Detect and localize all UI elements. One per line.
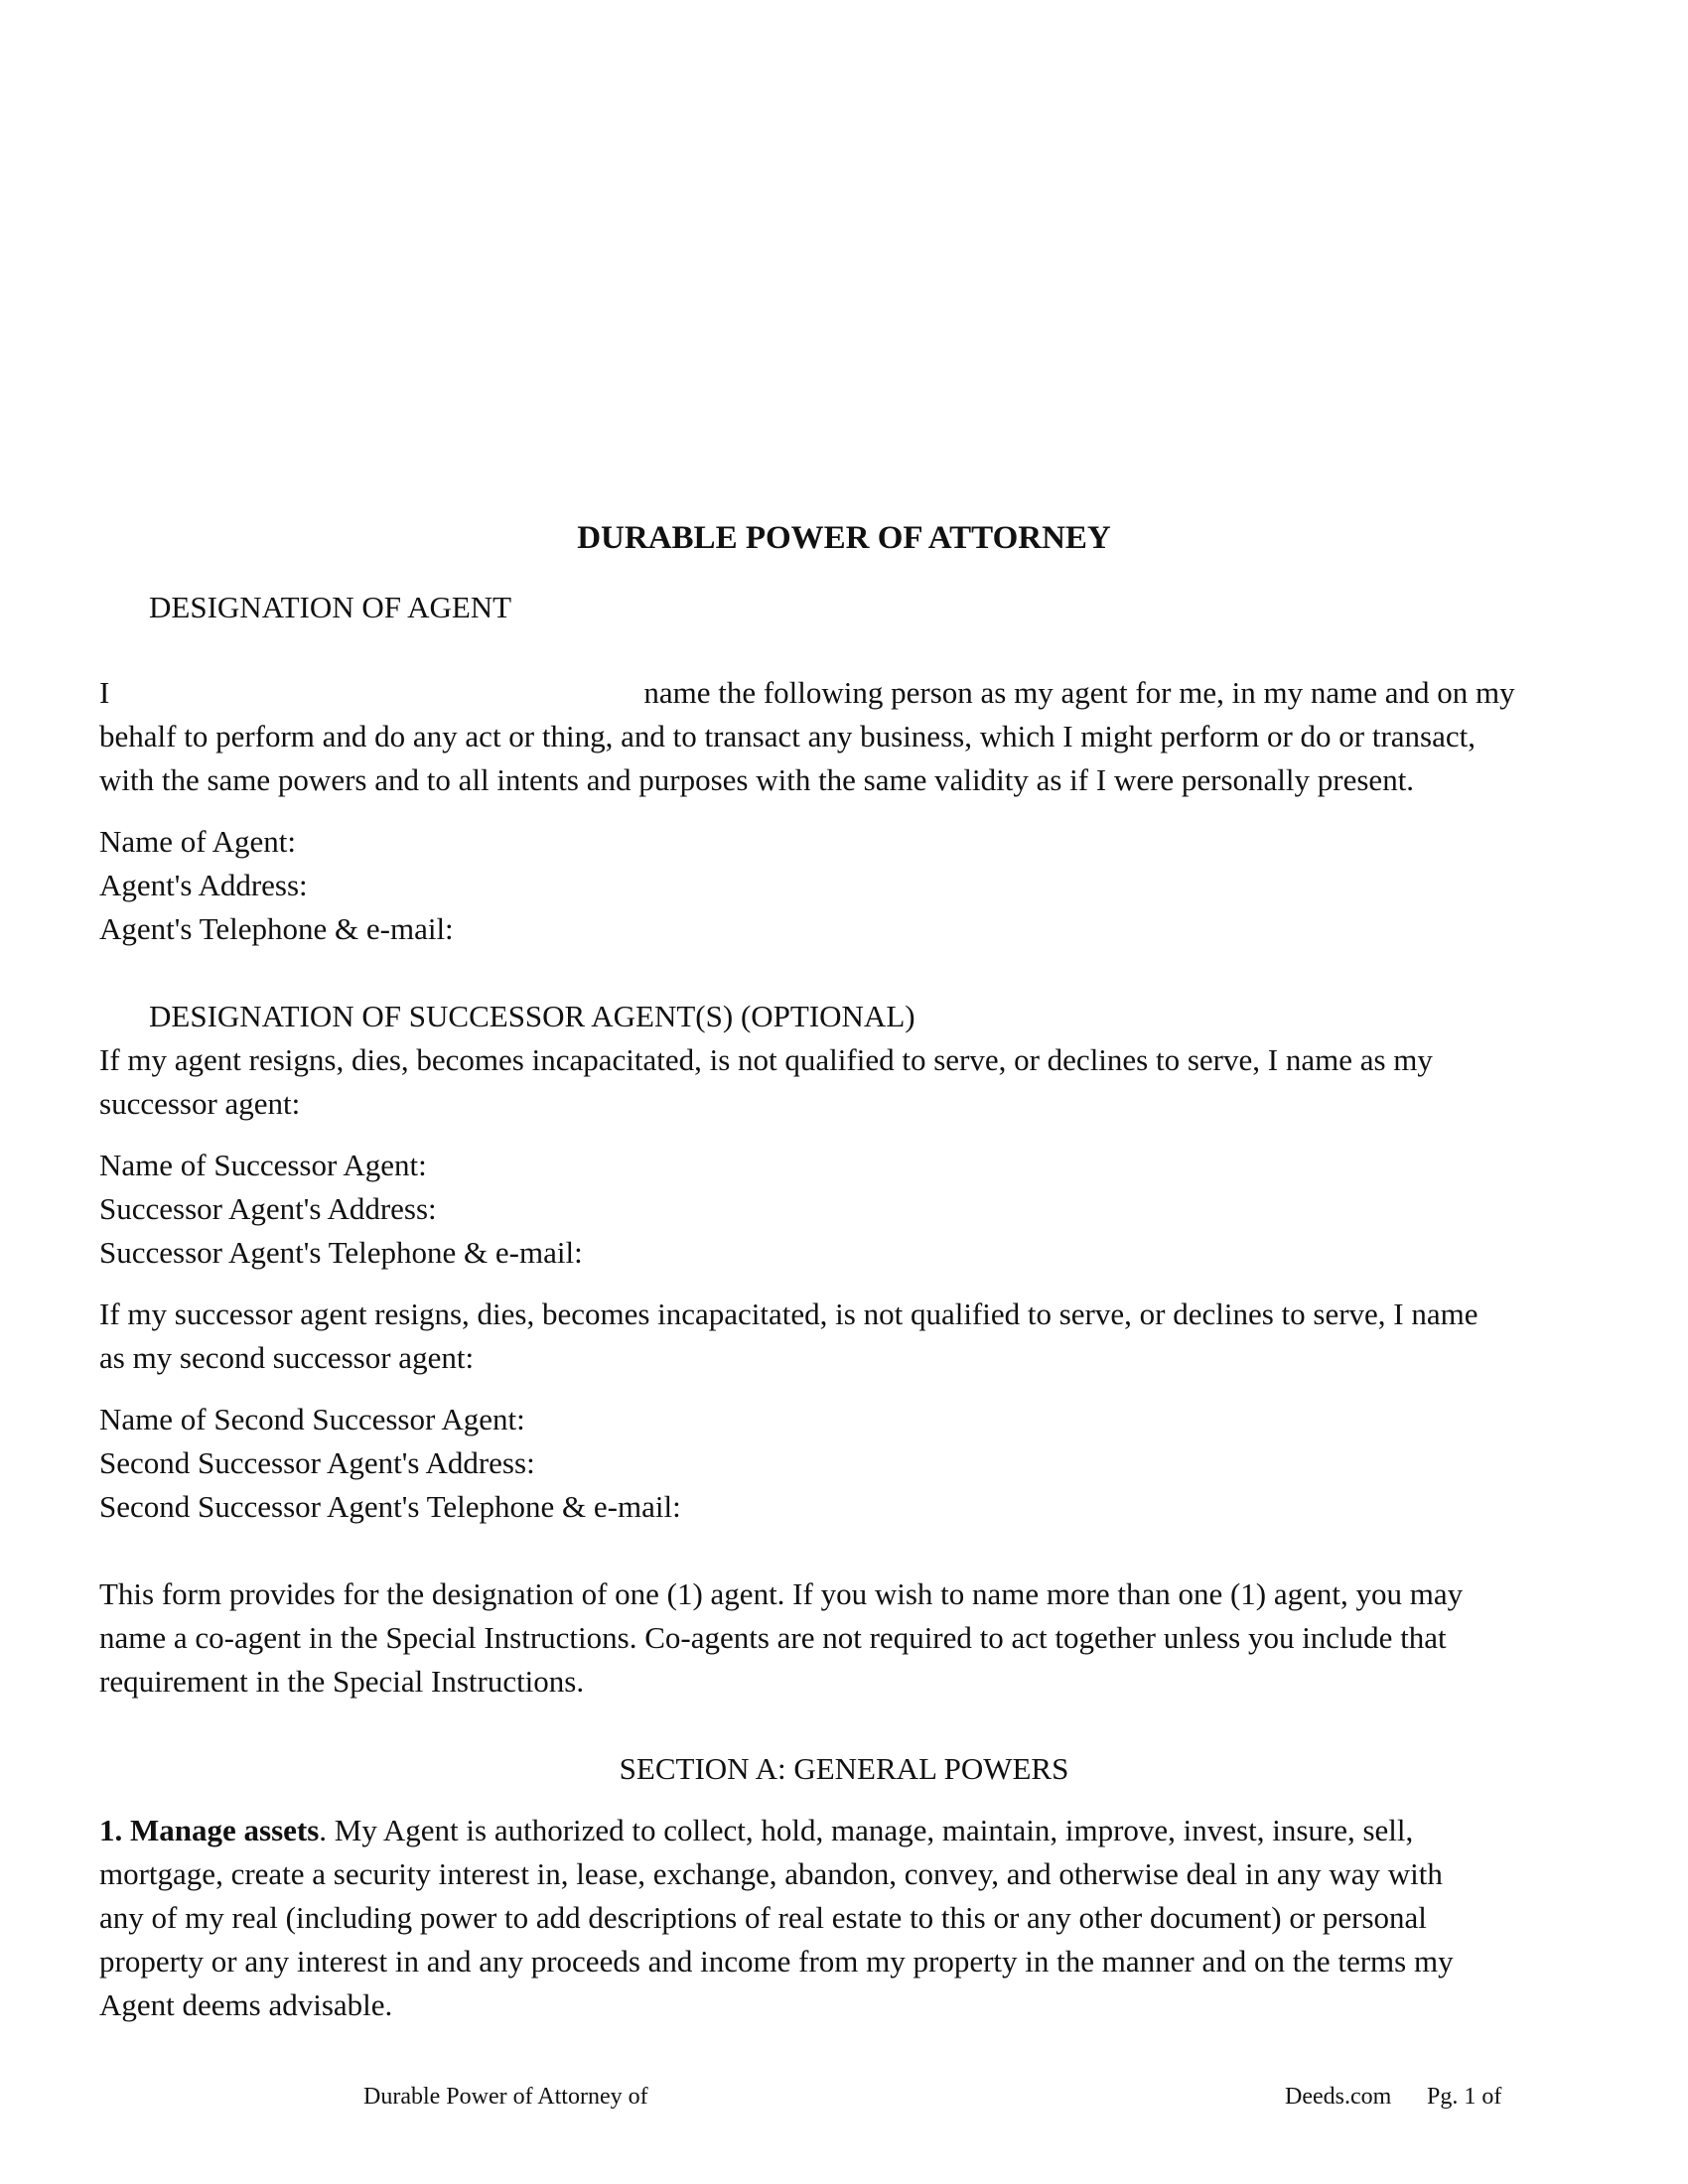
power-1-line-4: property or any interest in and any proceeds and income from my property in the manner and on the terms my	[99, 1944, 1454, 1979]
second-successor-contact-field: Second Successor Agent's Telephone & e-mail:	[99, 1489, 681, 1524]
successor-intro-line-1: If my agent resigns, dies, becomes incapacitated, is not qualified to serve, or declines to serve, I name as my	[99, 1042, 1433, 1077]
successor-address-field: Successor Agent's Address:	[99, 1191, 437, 1226]
agent-address-field: Agent's Address:	[99, 868, 308, 902]
footer-page-number: Pg. 1 of	[1427, 2084, 1502, 2110]
successor-heading: DESIGNATION OF SUCCESSOR AGENT(S) (OPTIONAL)	[149, 999, 915, 1033]
agent-name-field: Name of Agent:	[99, 824, 297, 859]
successor-intro-line-2: successor agent:	[99, 1086, 301, 1121]
coagent-note-line-2: name a co-agent in the Special Instructions. Co-agents are not required to act together unless you include that	[99, 1620, 1447, 1655]
document-title: DURABLE POWER OF ATTORNEY	[577, 520, 1111, 556]
successor-name-field: Name of Successor Agent:	[99, 1148, 427, 1182]
successor-contact-field: Successor Agent's Telephone & e-mail:	[99, 1235, 583, 1270]
second-successor-address-field: Second Successor Agent's Address:	[99, 1445, 535, 1480]
power-1-line-1-text: . My Agent is authorized to collect, hold, manage, maintain, improve, invest, insure, sell,	[319, 1813, 1414, 1847]
designation-heading: DESIGNATION OF AGENT	[149, 590, 512, 624]
coagent-note-line-3: requirement in the Special Instructions.	[99, 1664, 585, 1699]
second-successor-intro-line-1: If my successor agent resigns, dies, becomes incapacitated, is not qualified to serve, or declines to serve, I name	[99, 1297, 1478, 1331]
power-1-line-1	[99, 1809, 1589, 1852]
second-successor-intro-line-2: as my second successor agent:	[99, 1340, 475, 1375]
power-1-line-5: Agent deems advisable.	[99, 1987, 393, 2022]
coagent-note-line-1: This form provides for the designation of one (1) agent. If you wish to name more than one (1) agent, you may	[99, 1576, 1464, 1611]
intro-prefix: I	[99, 675, 110, 710]
power-1-line-3: any of my real (including power to add descriptions of real estate to this or any other document) or personal	[99, 1900, 1427, 1935]
footer-left: Durable Power of Attorney of	[363, 2084, 648, 2110]
second-successor-name-field: Name of Second Successor Agent:	[99, 1402, 525, 1436]
section-a-heading: SECTION A: GENERAL POWERS	[619, 1751, 1069, 1786]
intro-line-2: behalf to perform and do any act or thing, and to transact any business, which I might perform or do or transact,	[99, 719, 1476, 753]
power-1-line-2: mortgage, create a security interest in, lease, exchange, abandon, convey, and otherwise deal in any way with	[99, 1856, 1443, 1891]
intro-line-3: with the same powers and to all intents and purposes with the same validity as if I were personally present.	[99, 762, 1415, 797]
intro-line-1-text: name the following person as my agent for me, in my name and on my	[643, 675, 1515, 710]
power-1-label: 1. Manage assets	[99, 1813, 320, 1847]
footer-site: Deeds.com	[1285, 2084, 1392, 2110]
agent-contact-field: Agent's Telephone & e-mail:	[99, 911, 454, 946]
intro-line-1	[99, 671, 1589, 715]
